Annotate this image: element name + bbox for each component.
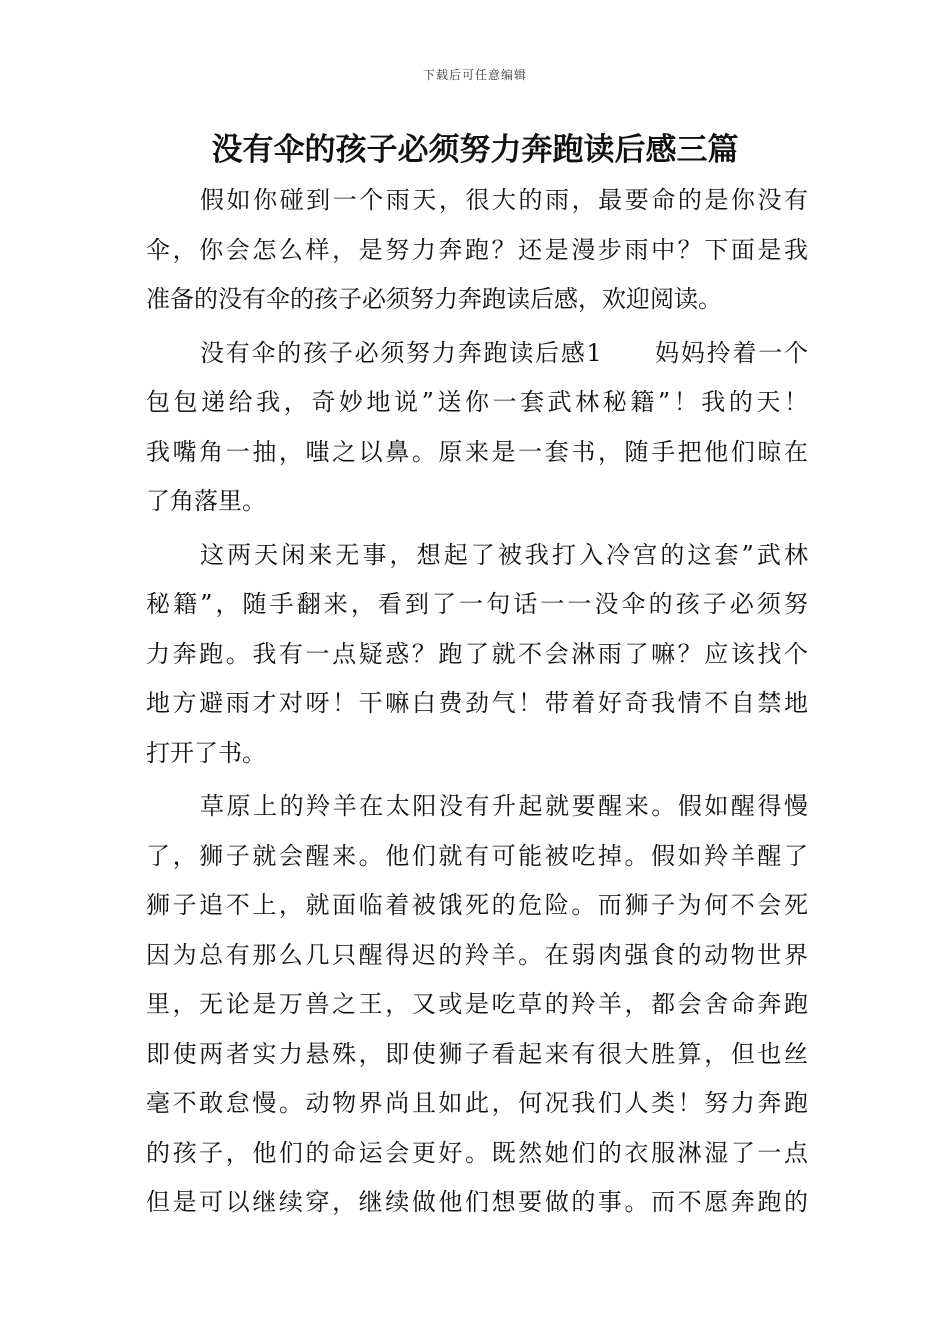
paragraph [146, 176, 808, 325]
text-line: 包包递给我，奇妙地说”送你一套武林秘籍”！我的天！ [146, 388, 808, 416]
text-line: 准备的没有伞的孩子必须努力奔跑读后感，欢迎阅读。 [146, 285, 722, 313]
body-text [146, 176, 808, 1228]
text-line: 毫不敢怠慢。动物界尚且如此，何况我们人类！努力奔跑 [146, 1089, 808, 1117]
text-line: 假如你碰到一个雨天，很大的雨，最要命的是你没有 [200, 186, 808, 214]
text-line: 草原上的羚羊在太阳没有升起就要醒来。假如醒得慢 [200, 792, 808, 820]
text-line: 地方避雨才对呀！干嘛白费劲气！带着好奇我情不自禁地 [146, 689, 808, 717]
text-line: 伞，你会怎么样，是努力奔跑？还是漫步雨中？下面是我 [146, 235, 808, 264]
text-line: 但是可以继续穿，继续做他们想要做的事。而不愿奔跑的 [146, 1188, 808, 1216]
text-line: 我嘴角一抽，嗤之以鼻。原来是一套书，随手把他们晾在 [146, 437, 808, 466]
page-title: 没有伞的孩子必须努力奔跑读后感三篇 [211, 132, 739, 168]
text-line: 没有伞的孩子必须努力奔跑读后感1 妈妈拎着一个 [200, 338, 808, 367]
text-line: 打开了书。 [146, 738, 266, 767]
text-line: 即使两者实力悬殊，即使狮子看起来有很大胜算，但也丝 [146, 1039, 808, 1068]
text-line: 秘籍”，随手翻来，看到了一句话一一没伞的孩子必须努 [146, 590, 808, 618]
paragraph [146, 531, 808, 779]
text-line: 的孩子，他们的命运会更好。既然她们的衣服淋湿了一点 [146, 1138, 808, 1167]
text-line: 力奔跑。我有一点疑惑？跑了就不会淋雨了嘛？应该找个 [146, 639, 808, 668]
paragraph [146, 329, 808, 527]
paragraph [146, 782, 808, 1228]
text-line: 了，狮子就会醒来。他们就有可能被吃掉。假如羚羊醒了 [146, 841, 808, 870]
text-line: 狮子追不上，就面临着被饿死的危险。而狮子为何不会死 [146, 891, 808, 919]
header-note: 下载后可任意编辑 [422, 68, 527, 82]
text-line: 这两天闲来无事，想起了被我打入冷宫的这套”武林 [200, 540, 808, 569]
text-line: 了角落里。 [146, 487, 266, 515]
text-line: 因为总有那么几只醒得迟的羚羊。在弱肉强食的动物世界 [146, 940, 808, 969]
text-line: 里，无论是万兽之王，又或是吃草的羚羊，都会舍命奔跑 [146, 990, 808, 1018]
